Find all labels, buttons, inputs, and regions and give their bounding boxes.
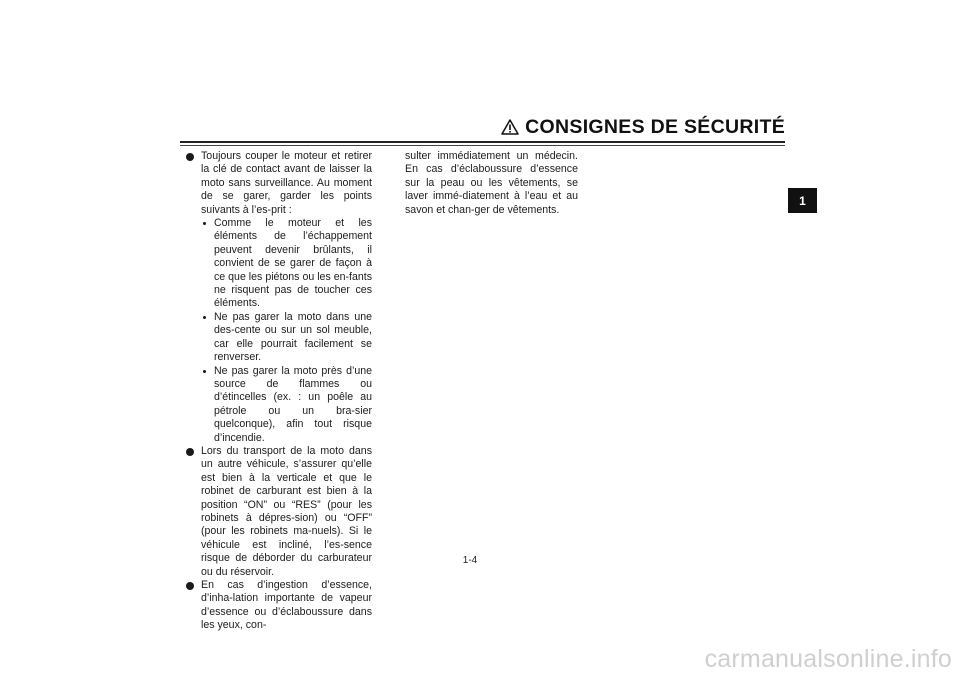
bullet-text: Lors du transport de la moto dans un autre véhicule, s’assurer qu’elle est bien à la verticale et que le robinet de carburant est bien à la position “ON” ou “RES” (pour les robinets à dépres-sion) ou “OFF” (pour les robinets ma-nuels). Si le véhicule est incliné, l’es-sence risque de déborder du carburateur ou du réservoir. bbox=[201, 444, 372, 578]
left-column bbox=[186, 150, 372, 633]
bullet-icon bbox=[186, 582, 194, 590]
bullet-item-transport bbox=[186, 445, 372, 579]
header-rule-thick bbox=[180, 141, 785, 143]
sub-item-slope bbox=[186, 311, 372, 365]
sub-item-flames bbox=[186, 365, 372, 445]
bullet-icon bbox=[186, 153, 194, 161]
bullet-text: En cas d’ingestion d’essence, d’inha-lation importante de vapeur d’essence ou d’éclaboussure dans les yeux, con- bbox=[201, 579, 372, 632]
sub-bullet-icon bbox=[203, 222, 206, 225]
right-column bbox=[405, 150, 578, 217]
bullet-item-ingestion bbox=[186, 579, 372, 633]
sub-bullet-icon bbox=[203, 316, 206, 319]
bullet-icon bbox=[186, 448, 194, 456]
page-number: 1-4 bbox=[462, 555, 478, 566]
sub-bullet-icon bbox=[203, 370, 206, 373]
sub-item-text: Ne pas garer la moto près d’une source de flammes ou d’étincelles (ex. : un poêle au pétrole ou un bra-sier quelconque), afin tout risque d’incendie. bbox=[214, 364, 372, 444]
bullet-item-parking bbox=[186, 150, 372, 217]
sub-item-text: Comme le moteur et les éléments de l’échappement peuvent devenir brûlants, il convient de se garer de façon à ce que les piétons ou les en-fants ne risquent pas de toucher ces éléments. bbox=[214, 217, 372, 310]
continued-text: sulter immédiatement un médecin. En cas d’éclaboussure d’essence sur la peau ou les vêtements, se laver immé-diatement à l’eau et au savon et chan-ger de vêtements. bbox=[405, 150, 578, 216]
section-tab: 1 bbox=[788, 188, 817, 213]
page-title: CONSIGNES DE SÉCURITÉ bbox=[525, 115, 785, 138]
watermark: carmanualsonline.info bbox=[704, 645, 952, 673]
sub-item-hot-parts bbox=[186, 217, 372, 311]
sub-item-text: Ne pas garer la moto dans une des-cente ou sur un sol meuble, car elle pourrait facilement se renverser. bbox=[214, 310, 372, 364]
page-header bbox=[180, 112, 785, 142]
header-rule-thin bbox=[180, 145, 785, 146]
bullet-text: Toujours couper le moteur et retirer la clé de contact avant de laisser la moto sans surveillance. Au moment de se garer, garder les points suivants à l’es-prit : bbox=[201, 150, 372, 216]
warning-icon bbox=[501, 119, 519, 135]
